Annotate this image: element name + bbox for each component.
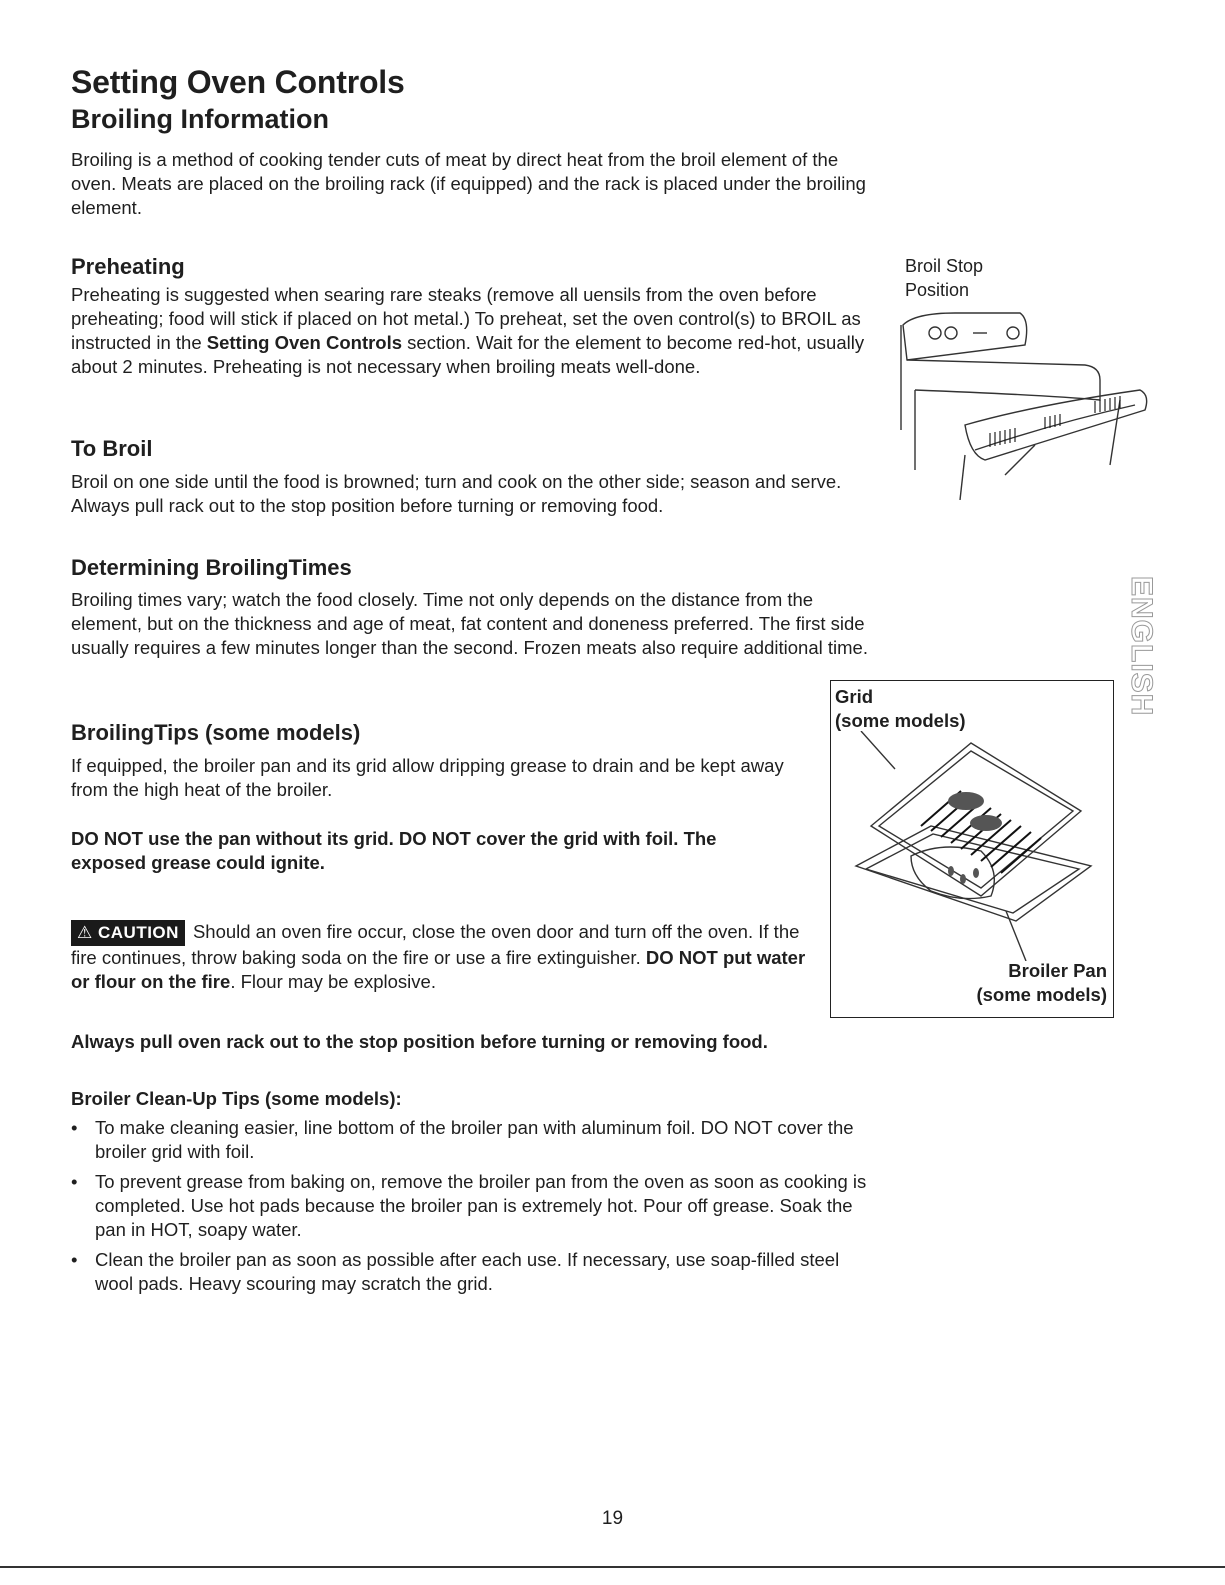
list-item: • To make cleaning easier, line bottom of the broiler pan with aluminum foil. DO NOT cover the broiler grid with foil. — [71, 1117, 854, 1162]
cleanup-heading: Broiler Clean-Up Tips (some models): — [71, 1088, 402, 1109]
grid-warning: DO NOT use the pan without its grid. DO NOT cover the grid with foil. The exposed grease could ignite. — [71, 828, 717, 873]
broiler-pan-label: Broiler Pan (some models) — [976, 960, 1107, 1005]
preheating-heading: Preheating — [71, 254, 185, 279]
preheating-paragraph: Preheating is suggested when searing rare steaks (remove all uensils from the oven before preheating; food will stick if placed on hot metal.) To preheat, set the oven control(s) to BROIL as instructed in the Setting Oven Controls section. Wait for the element to become red-hot, usually about 2 minutes. Preheating is not necessary when broiling meats well-done. — [71, 284, 865, 377]
grid-label: Grid (some models) — [835, 686, 966, 731]
broil-stop-caption: Broil Stop Position — [905, 256, 984, 300]
section-title: Broiling Information — [71, 104, 329, 134]
page-title: Setting Oven Controls — [71, 64, 405, 100]
determining-heading: Determining BroilingTimes — [71, 555, 352, 580]
preheating-bold-ref: Setting Oven Controls — [206, 332, 403, 353]
cleanup-list — [71, 1116, 881, 1302]
oven-broil-stop-illustration — [895, 305, 1155, 500]
broiling-tips-heading: BroilingTips (some models) — [71, 720, 361, 745]
page-number: 19 — [601, 1508, 624, 1529]
language-tab-label: ENGLISH — [1125, 576, 1158, 717]
list-item: • Clean the broiler pan as soon as possible after each use. If necessary, use soap-filled steel wool pads. Heavy scouring may scratch the grid. — [71, 1249, 840, 1294]
list-item: • To prevent grease from baking on, remove the broiler pan from the oven as soon as cooking is completed. Use hot pads because the broiler pan is extremely hot. Pour off grease. Soak the pan in HOT, soapy water. — [71, 1171, 867, 1240]
determining-paragraph: Broiling times vary; watch the food closely. Time not only depends on the distance from the element, but on the thickness and age of meat, fat content and doneness preferred. The first side usually requires a few minutes longer than the second. Frozen meats also require additional time. — [71, 589, 868, 658]
caution-paragraph: ⚠ CAUTION Should an oven fire occur, close the oven door and turn off the oven. If the fire continues, throw baking soda on the fire or use a fire extinguisher. DO NOT put water or flour on the fire. Flour may be explosive. — [71, 921, 806, 992]
warning-triangle-icon: ⚠ — [77, 923, 93, 942]
broiler-pan-figure — [830, 680, 1114, 1018]
caution-badge: ⚠ CAUTION — [71, 920, 185, 946]
to-broil-paragraph: Broil on one side until the food is browned; turn and cook on the other side; season and serve. Always pull rack out to the stop position before turning or removing food. — [71, 471, 842, 516]
always-pull-warning: Always pull oven rack out to the stop position before turning or removing food. — [71, 1031, 768, 1052]
broiling-tips-paragraph: If equipped, the broiler pan and its grid allow dripping grease to drain and be kept away from the high heat of the broiler. — [71, 755, 784, 800]
broiler-pan-illustration — [851, 731, 1101, 961]
to-broil-heading: To Broil — [71, 436, 153, 461]
intro-paragraph: Broiling is a method of cooking tender cuts of meat by direct heat from the broil element of the oven. Meats are placed on the broiling rack (if equipped) and the rack is placed under the broiling element. — [71, 149, 866, 218]
footer-divider — [0, 1566, 1225, 1568]
language-side-tab — [1125, 574, 1158, 717]
